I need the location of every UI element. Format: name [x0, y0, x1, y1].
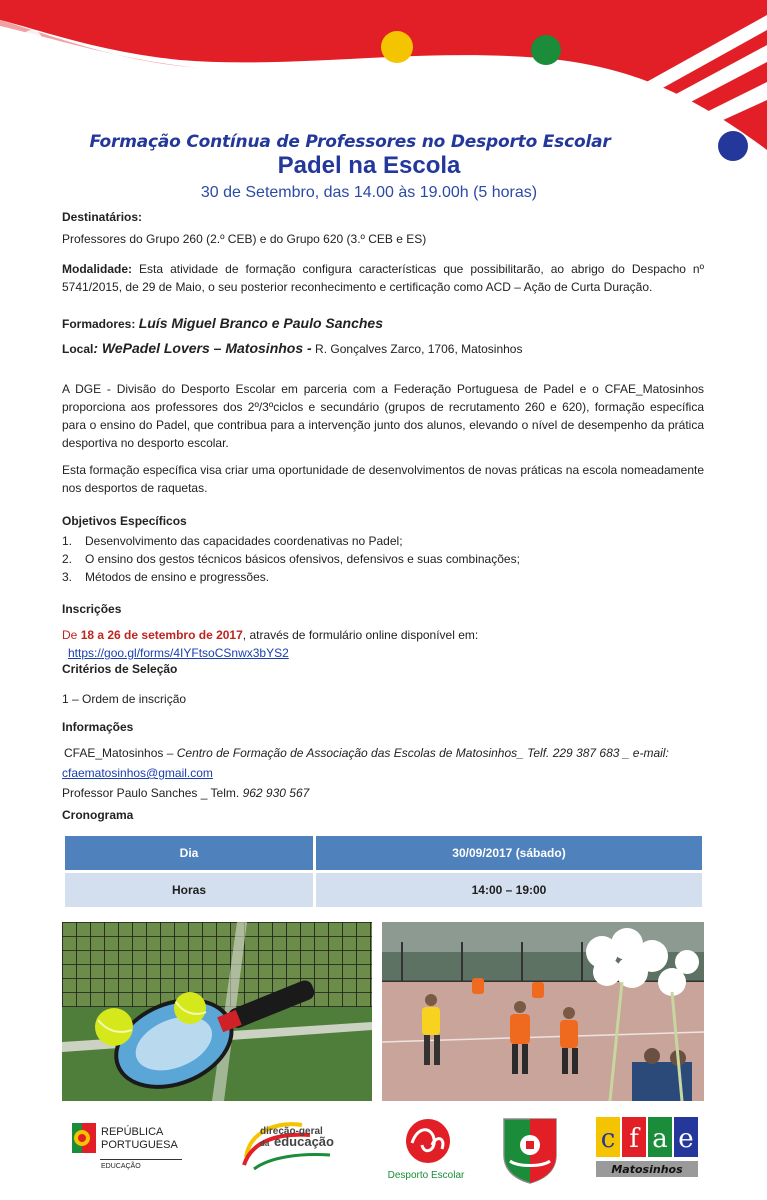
- inscricoes-middle: , através de formulário online disponível em:: [242, 628, 479, 642]
- svg-text:educação: educação: [274, 1134, 334, 1149]
- logo-desporto-escolar: [376, 1115, 476, 1185]
- title-formacao: Formação Contínua de Professores no Desporto Escolar: [89, 132, 611, 152]
- registration-form-link[interactable]: https://goo.gl/forms/4IYFtsoCSnwx3bYS2: [68, 646, 289, 660]
- photo-padel-racket: [62, 922, 372, 1101]
- svg-text:da: da: [260, 1139, 270, 1148]
- destinatarios-text: Professores do Grupo 260 (2.º CEB) e do Grupo 620 (3.º CEB e ES): [62, 232, 427, 246]
- cronograma-heading: Cronograma: [62, 808, 134, 822]
- logo-dge: [240, 1115, 340, 1185]
- title-date: 30 de Setembro, das 14.00 às 19.00h (5 horas): [200, 184, 538, 201]
- title-padel: Padel na Escola: [277, 152, 461, 179]
- modalidade-label: Modalidade:: [62, 262, 133, 276]
- local-address: R. Gonçalves Zarco, 1706, Matosinhos: [315, 342, 523, 356]
- formadores-names: Luís Miguel Branco e Paulo Sanches: [138, 315, 383, 331]
- svg-text:c: c: [600, 1124, 616, 1154]
- informacoes-org-desc: – Centro de Formação de Associação das Escolas de Matosinhos_ Telf. 229 387 683 _ e-mail:: [163, 746, 669, 760]
- logo-cfae-matosinhos: [594, 1115, 700, 1185]
- modalidade-section: [62, 260, 704, 296]
- svg-text:Desporto Escolar: Desporto Escolar: [387, 1170, 465, 1181]
- criterios-section: [62, 660, 704, 708]
- inscricoes-section: [62, 600, 704, 662]
- inscricoes-prefix: De: [62, 628, 78, 642]
- objetivos-section: [62, 512, 704, 586]
- svg-text:PORTUGUESA: PORTUGUESA: [101, 1139, 178, 1151]
- yellow-dot-icon: [381, 31, 413, 63]
- criterios-item: 1 – Ordem de inscrição: [62, 692, 187, 706]
- cronograma-table: [62, 833, 705, 910]
- inscricoes-dates: 18 a 26 de setembro de 2017: [80, 628, 243, 642]
- local-label: Local: [62, 342, 94, 356]
- objetivos-heading: Objetivos Específicos: [62, 514, 187, 528]
- objetivos-list: [62, 532, 704, 586]
- informacoes-section: [62, 718, 704, 824]
- destinatarios-section: [62, 208, 704, 248]
- svg-text:direção-geral: direção-geral: [260, 1126, 323, 1137]
- destinatarios-label: Destinatários:: [62, 210, 143, 224]
- table-cell-dia-label: Dia: [65, 836, 313, 870]
- table-row: [65, 873, 702, 907]
- logo-padel-federation: [500, 1115, 560, 1185]
- informacoes-org: CFAE_Matosinhos: [64, 746, 164, 760]
- criterios-heading: Critérios de Seleção: [62, 662, 178, 676]
- photo-padel-court: [382, 922, 704, 1101]
- intro-paragraph: A DGE - Divisão do Desporto Escolar em parceria com a Federação Portuguesa de Padel e o CFAE_Matosinhos proporciona aos professores dos 2º/3ºciclos e secundário (grupos de recrutamento 260 e 620), formação específica para o ensino do Padel, que contribua para a intervenção junto dos alunos, elevando o nível de desempenho da prática desportiva no desporto escolar.: [62, 382, 704, 450]
- formadores-label: Formadores:: [62, 317, 136, 331]
- informacoes-heading: Informações: [62, 720, 134, 734]
- informacoes-phone: 962 930 567: [242, 786, 310, 800]
- svg-text:e: e: [678, 1124, 694, 1154]
- svg-text:Matosinhos: Matosinhos: [611, 1163, 683, 1176]
- table-row: [65, 836, 702, 870]
- svg-text:a: a: [652, 1124, 668, 1154]
- table-cell-horas-label: Horas: [65, 873, 313, 907]
- modalidade-text: Esta atividade de formação configura características que possibilitarão, ao abrigo do Despacho nº 5741/2015, de 29 de Maio, o seu posterior reconhecimento e certificação como ACD – Ação de Curta Duração.: [62, 262, 704, 294]
- inscricoes-heading: Inscrições: [62, 602, 122, 616]
- formadores-section: [62, 314, 704, 333]
- list-item: 2. O ensino dos gestos técnicos básicos ofensivos, defensivos e suas combinações;: [62, 552, 520, 566]
- table-cell-horas-value: 14:00 – 19:00: [316, 873, 702, 907]
- green-dot-icon: [531, 35, 561, 65]
- local-section: [62, 339, 704, 358]
- svg-text:EDUCAÇÃO: EDUCAÇÃO: [101, 1163, 141, 1170]
- list-item: 3. Métodos de ensino e progressões.: [62, 570, 270, 584]
- table-cell-dia-value: 30/09/2017 (sábado): [316, 836, 702, 870]
- svg-text:REPÚBLICA: REPÚBLICA: [101, 1126, 164, 1138]
- local-venue: : WePadel Lovers – Matosinhos -: [93, 340, 312, 356]
- svg-text:f: f: [629, 1124, 639, 1154]
- email-link[interactable]: cfaematosinhos@gmail.com: [62, 766, 213, 780]
- informacoes-contact: Professor Paulo Sanches _ Telm.: [62, 786, 240, 800]
- goal-paragraph: Esta formação específica visa criar uma oportunidade de desenvolvimentos de novas práticas na escola nomeadamente nos desportos de raquetas.: [62, 463, 704, 495]
- list-item: 1. Desenvolvimento das capacidades coordenativas no Padel;: [62, 534, 403, 548]
- logo-republica-portuguesa: [68, 1115, 198, 1185]
